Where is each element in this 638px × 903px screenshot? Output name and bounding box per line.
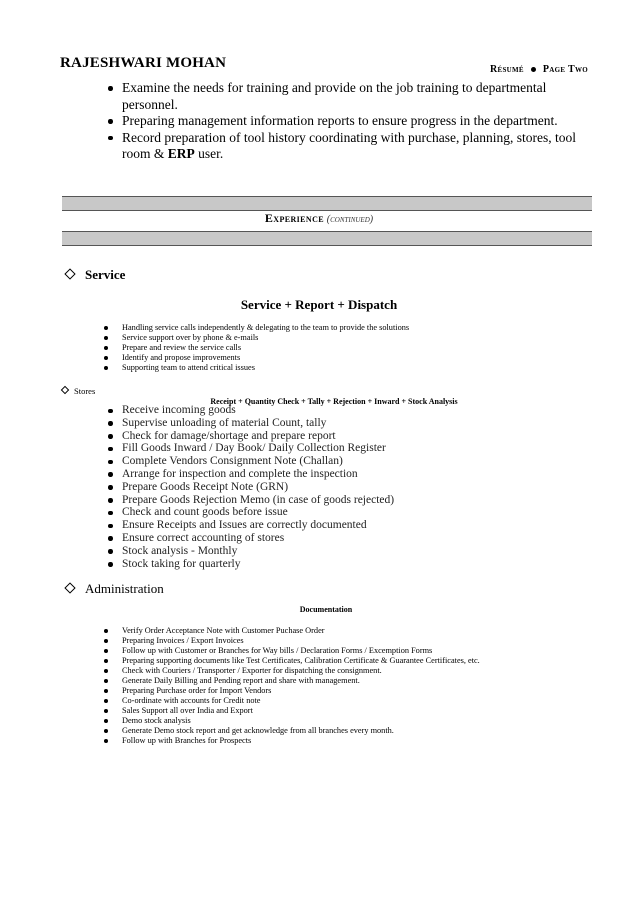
list-item: Ensure Receipts and Issues are correctly documented bbox=[108, 519, 578, 532]
administration-heading-text: Administration bbox=[85, 581, 164, 596]
diamond-bullet-icon bbox=[61, 386, 69, 394]
administration-list bbox=[104, 626, 594, 746]
list-item bbox=[108, 130, 578, 163]
list-item: Preparing management information reports to ensure progress in the department. bbox=[108, 113, 578, 130]
service-subheading: Service + Report + Dispatch bbox=[240, 297, 398, 312]
list-item: Identify and propose improvements bbox=[104, 353, 584, 363]
stores-heading-text: Stores bbox=[74, 386, 96, 396]
stores-heading bbox=[62, 386, 95, 396]
list-item: Verify Order Acceptance Note with Customer Puchase Order bbox=[104, 626, 594, 636]
service-list bbox=[104, 323, 584, 373]
diamond-bullet-icon bbox=[64, 268, 75, 279]
list-item: Fill Goods Inward / Day Book/ Daily Collection Register bbox=[108, 442, 578, 455]
top-bullet-list bbox=[108, 80, 578, 163]
bullet-dot-icon bbox=[531, 67, 536, 72]
list-item: Supervise unloading of material Count, tally bbox=[108, 417, 578, 430]
list-item: Follow up with Branches for Prospects bbox=[104, 736, 594, 746]
list-item: Preparing Invoices / Export Invoices bbox=[104, 636, 594, 646]
list-item: Preparing Purchase order for Import Vendors bbox=[104, 686, 594, 696]
service-heading bbox=[66, 267, 125, 283]
experience-continued: (continued) bbox=[326, 214, 374, 225]
list-item: Generate Demo stock report and get acknowledge from all branches every month. bbox=[104, 726, 594, 736]
list-item: Service support over by phone & e-mails bbox=[104, 333, 584, 343]
list-item: Supporting team to attend critical issues bbox=[104, 363, 584, 373]
list-item: Receive incoming goods bbox=[108, 404, 578, 417]
page-header bbox=[490, 64, 588, 75]
list-item: Co-ordinate with accounts for Credit note bbox=[104, 696, 594, 706]
stores-list bbox=[108, 404, 578, 570]
candidate-name: RAJESHWARI MOHAN bbox=[60, 55, 227, 71]
list-item: Follow up with Customer or Branches for Way bills / Declaration Forms / Excemption Forms bbox=[104, 646, 594, 656]
list-item: Prepare Goods Rejection Memo (in case of goods rejected) bbox=[108, 494, 578, 507]
page-header-page-number: Page Two bbox=[542, 64, 588, 75]
list-item: Handling service calls independently & delegating to the team to provide the solutions bbox=[104, 323, 584, 333]
diamond-bullet-icon bbox=[64, 582, 75, 593]
list-item: Demo stock analysis bbox=[104, 716, 594, 726]
administration-heading bbox=[66, 581, 164, 597]
list-item: Stock analysis - Monthly bbox=[108, 545, 578, 558]
section-band-bottom bbox=[62, 231, 592, 246]
list-item-text: Record preparation of tool history coordinating with purchase, planning, stores, tool room & bbox=[122, 129, 577, 161]
list-item: Complete Vendors Consignment Note (Challan) bbox=[108, 455, 578, 468]
experience-title-text: Experience bbox=[264, 211, 325, 225]
erp-term: ERP bbox=[167, 146, 195, 161]
list-item: Examine the needs for training and provide on the job training to departmental personnel. bbox=[108, 80, 578, 113]
section-band-top bbox=[62, 196, 592, 211]
list-item: Ensure correct accounting of stores bbox=[108, 532, 578, 545]
stores-subheading: Receipt + Quantity Check + Tally + Rejection + Inward + Stock Analysis bbox=[210, 397, 458, 406]
experience-title bbox=[0, 211, 638, 226]
list-item: Prepare Goods Receipt Note (GRN) bbox=[108, 481, 578, 494]
list-item: Sales Support all over India and Export bbox=[104, 706, 594, 716]
list-item: Check with Couriers / Transporter / Exporter for dispatching the consignment. bbox=[104, 666, 594, 676]
list-item: Stock taking for quarterly bbox=[108, 558, 578, 571]
list-item: Check and count goods before issue bbox=[108, 506, 578, 519]
administration-subheading: Documentation bbox=[299, 605, 353, 614]
list-item-text-end: user. bbox=[194, 146, 224, 161]
list-item: Arrange for inspection and complete the inspection bbox=[108, 468, 578, 481]
list-item: Prepare and review the service calls bbox=[104, 343, 584, 353]
list-item: Preparing supporting documents like Test Certificates, Calibration Certificate & Guarantee Certificates, etc. bbox=[104, 656, 594, 666]
page-header-resume: Résumé bbox=[489, 64, 524, 75]
list-item: Check for damage/shortage and prepare report bbox=[108, 430, 578, 443]
service-heading-text: Service bbox=[85, 267, 126, 282]
list-item: Generate Daily Billing and Pending report and share with management. bbox=[104, 676, 594, 686]
